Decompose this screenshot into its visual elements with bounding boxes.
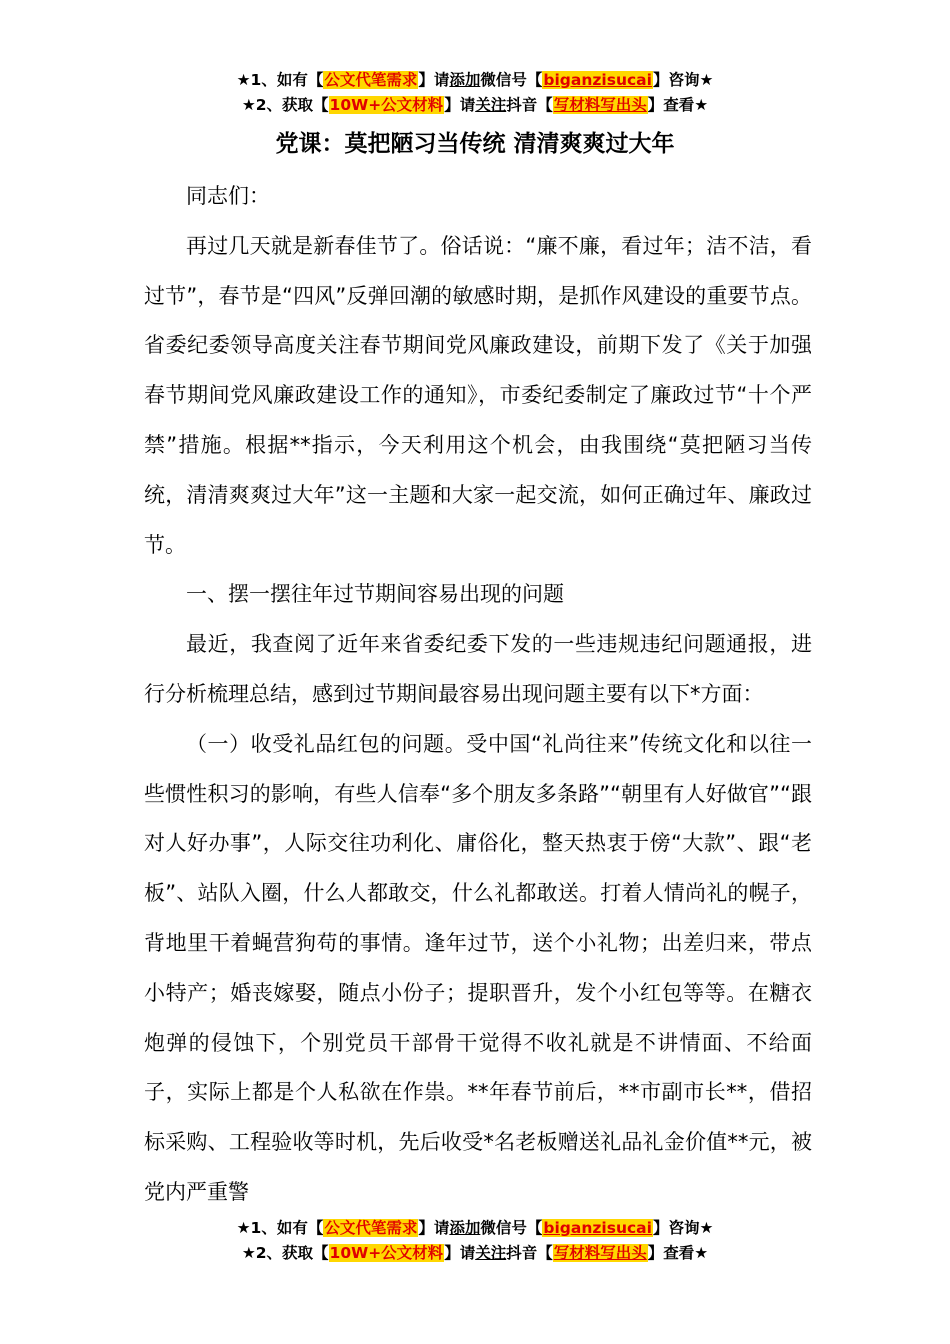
promo-text: 】查看★ bbox=[647, 96, 709, 114]
promo-line-2 bbox=[0, 93, 950, 118]
wechat-id-highlight: biganzisucai bbox=[543, 1219, 652, 1237]
douyin-id-highlight: 写材料写出头 bbox=[553, 1244, 647, 1262]
promo-text: 】请 bbox=[444, 96, 476, 114]
body-paragraph: （一）收受礼品红包的问题。受中国“礼尚往来”传统文化和以往一些惯性积习的影响，有些人信奉“多个朋友多条路”“朝里有人好做官”“跟对人好办事”，人际交往功利化、庸俗化，整天热衷于傍“大款”、跟“老板”、站队入圈，什么人都敢交，什么礼都敢送。打着人情尚礼的幌子，背地里干着蝇营狗苟的事情。逢年过节，送个小礼物；出差归来，带点小特产；婚丧嫁娶，随点小份子；提职晋升，发个小红包等等。在糖衣炮弹的侵蚀下，个别党员干部骨干觉得不收礼就是不讲情面、不给面子，实际上都是个人私欲在作祟。**年春节前后，**市副市长**，借招标采购、工程验收等时机，先后收受*名老板赠送礼品礼金价值**元，被党内严重警 bbox=[144, 731, 812, 1204]
promo-text: 】咨询★ bbox=[652, 1219, 714, 1237]
promo-underlined-text: 关注 bbox=[475, 96, 507, 114]
promo-text: 抖音【 bbox=[506, 96, 553, 114]
promo-text: ★1、如有【 bbox=[236, 71, 324, 89]
promo-text: 微信号【 bbox=[480, 1219, 543, 1237]
promo-text: ★2、获取【 bbox=[241, 96, 329, 114]
wechat-id-highlight: biganzisucai bbox=[543, 71, 652, 89]
promo-highlight: 10W+公文材料 bbox=[329, 1244, 444, 1262]
document-title: 党课：莫把陋习当传统 清清爽爽过大年 bbox=[275, 131, 675, 157]
promo-highlight: 10W+公文材料 bbox=[329, 96, 444, 114]
promo-text: 】请 bbox=[418, 71, 450, 89]
promo-text: 】查看★ bbox=[647, 1244, 709, 1262]
promo-highlight: 公文代笔需求 bbox=[324, 1219, 418, 1237]
promo-highlight: 公文代笔需求 bbox=[324, 71, 418, 89]
body-paragraph: 最近，我查阅了近年来省委纪委下发的一些违规违纪问题通报，进行分析梳理总结，感到过节期间最容易出现问题主要有以下*方面： bbox=[144, 632, 812, 706]
promo-text: ★1、如有【 bbox=[236, 1219, 324, 1237]
promo-banner-top bbox=[0, 68, 950, 118]
promo-line-1 bbox=[0, 1216, 950, 1241]
promo-underlined-text: 关注 bbox=[475, 1244, 507, 1262]
promo-text: ★2、获取【 bbox=[241, 1244, 329, 1262]
promo-text: 微信号【 bbox=[480, 71, 543, 89]
douyin-id-highlight: 写材料写出头 bbox=[553, 96, 647, 114]
promo-text: 】请 bbox=[444, 1244, 476, 1262]
promo-line-1 bbox=[0, 68, 950, 93]
promo-underlined-text: 添加 bbox=[449, 71, 481, 89]
promo-banner-bottom bbox=[0, 1216, 950, 1266]
promo-text: 抖音【 bbox=[506, 1244, 553, 1262]
document-body bbox=[144, 172, 812, 1218]
body-paragraph: 再过几天就是新春佳节了。俗话说：“廉不廉，看过年；洁不洁，看过节”，春节是“四风”反弹回潮的敏感时期，是抓作风建设的重要节点。省委纪委领导高度关注春节期间党风廉政建设，前期下发了《关于加强春节期间党风廉政建设工作的通知》，市委纪委制定了廉政过节“十个严禁”措施。根据**指示，今天利用这个机会，由我围绕“莫把陋习当传统，清清爽爽过大年”这一主题和大家一起交流，如何正确过年、廉政过节。 bbox=[144, 233, 812, 557]
promo-text: 】咨询★ bbox=[652, 71, 714, 89]
greeting-paragraph: 同志们： bbox=[186, 184, 270, 208]
promo-text: 】请 bbox=[418, 1219, 450, 1237]
section-heading: 一、摆一摆往年过节期间容易出现的问题 bbox=[186, 582, 564, 607]
promo-line-2 bbox=[0, 1241, 950, 1266]
promo-underlined-text: 添加 bbox=[449, 1219, 481, 1237]
